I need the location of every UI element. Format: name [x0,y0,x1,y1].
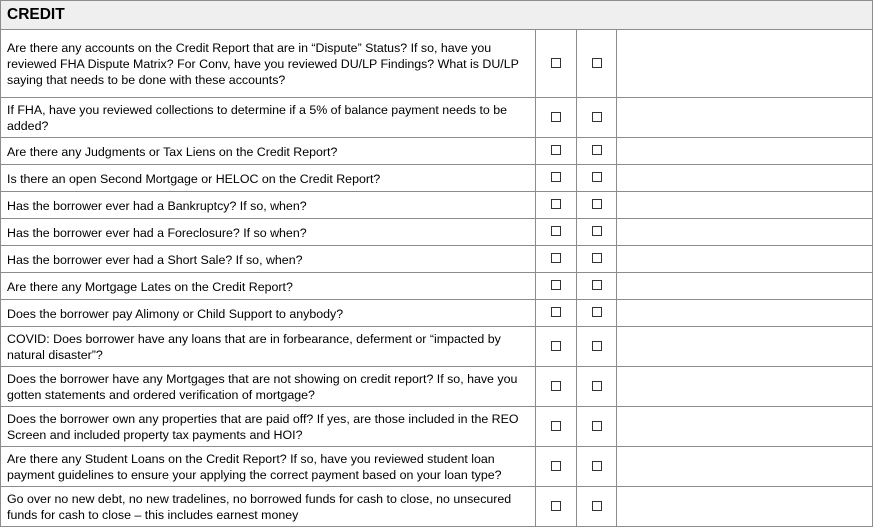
yes-checkbox[interactable] [551,226,561,236]
yes-checkbox[interactable] [551,381,561,391]
question-text: Has the borrower ever had a Short Sale? If so, when? [1,246,536,273]
yes-checkbox-cell [536,246,577,273]
yes-checkbox-cell [536,487,577,527]
no-checkbox-cell [577,30,617,98]
yes-checkbox-cell [536,192,577,219]
question-text: Has the borrower ever had a Foreclosure? If so when? [1,219,536,246]
notes-field[interactable] [617,30,873,98]
no-checkbox-cell [577,246,617,273]
yes-checkbox-cell [536,219,577,246]
question-row [1,246,873,273]
yes-checkbox[interactable] [551,421,561,431]
no-checkbox-cell [577,192,617,219]
yes-checkbox[interactable] [551,199,561,209]
yes-checkbox-cell [536,327,577,367]
section-header-row [1,1,873,30]
no-checkbox-cell [577,98,617,138]
yes-checkbox-cell [536,98,577,138]
question-text: Are there any accounts on the Credit Report that are in “Dispute” Status? If so, have you reviewed FHA Dispute Matrix? For Conv, have you reviewed DU/LP Findings? What is DU/LP saying that needs to be done with these accounts? [1,30,536,98]
notes-field[interactable] [617,192,873,219]
yes-checkbox[interactable] [551,172,561,182]
no-checkbox-cell [577,165,617,192]
yes-checkbox-cell [536,273,577,300]
no-checkbox-cell [577,367,617,407]
question-text: Does the borrower have any Mortgages that are not showing on credit report? If so, have you gotten statements and ordered verification of mortgage? [1,367,536,407]
question-row [1,165,873,192]
yes-checkbox[interactable] [551,58,561,68]
notes-field[interactable] [617,487,873,527]
question-row [1,273,873,300]
question-row [1,327,873,367]
no-checkbox-cell [577,447,617,487]
question-row [1,219,873,246]
question-row [1,300,873,327]
yes-checkbox[interactable] [551,341,561,351]
yes-checkbox-cell [536,407,577,447]
notes-field[interactable] [617,367,873,407]
notes-field[interactable] [617,273,873,300]
no-checkbox[interactable] [592,461,602,471]
notes-field[interactable] [617,138,873,165]
no-checkbox[interactable] [592,280,602,290]
yes-checkbox[interactable] [551,280,561,290]
no-checkbox-cell [577,273,617,300]
yes-checkbox-cell [536,30,577,98]
question-text: Are there any Mortgage Lates on the Credit Report? [1,273,536,300]
yes-checkbox[interactable] [551,501,561,511]
question-row [1,407,873,447]
question-row [1,30,873,98]
question-row [1,192,873,219]
notes-field[interactable] [617,165,873,192]
yes-checkbox-cell [536,367,577,407]
notes-field[interactable] [617,447,873,487]
notes-field[interactable] [617,98,873,138]
yes-checkbox-cell [536,138,577,165]
question-text: COVID: Does borrower have any loans that are in forbearance, deferment or “impacted by natural disaster”? [1,327,536,367]
no-checkbox[interactable] [592,381,602,391]
yes-checkbox[interactable] [551,145,561,155]
question-text: Has the borrower ever had a Bankruptcy? If so, when? [1,192,536,219]
notes-field[interactable] [617,300,873,327]
notes-field[interactable] [617,246,873,273]
question-row [1,487,873,527]
notes-field[interactable] [617,407,873,447]
no-checkbox-cell [577,138,617,165]
no-checkbox[interactable] [592,199,602,209]
question-text: Does the borrower own any properties that are paid off? If yes, are those included in the REO Screen and included property tax payments and HOI? [1,407,536,447]
no-checkbox[interactable] [592,253,602,263]
question-text: Are there any Judgments or Tax Liens on the Credit Report? [1,138,536,165]
no-checkbox-cell [577,327,617,367]
question-row [1,98,873,138]
yes-checkbox[interactable] [551,307,561,317]
notes-field[interactable] [617,327,873,367]
no-checkbox-cell [577,300,617,327]
question-text: Does the borrower pay Alimony or Child Support to anybody? [1,300,536,327]
no-checkbox[interactable] [592,172,602,182]
yes-checkbox[interactable] [551,461,561,471]
question-text: Are there any Student Loans on the Credit Report? If so, have you reviewed student loan payment guidelines to ensure your applying the correct payment based on your loan type? [1,447,536,487]
yes-checkbox[interactable] [551,112,561,122]
yes-checkbox[interactable] [551,253,561,263]
yes-checkbox-cell [536,300,577,327]
no-checkbox-cell [577,487,617,527]
yes-checkbox-cell [536,447,577,487]
no-checkbox[interactable] [592,226,602,236]
notes-field[interactable] [617,219,873,246]
section-title: CREDIT [1,1,873,30]
question-row [1,138,873,165]
no-checkbox[interactable] [592,58,602,68]
question-text: Go over no new debt, no new tradelines, no borrowed funds for cash to close, no unsecured funds for cash to close – this includes earnest money [1,487,536,527]
no-checkbox[interactable] [592,112,602,122]
no-checkbox[interactable] [592,501,602,511]
question-row [1,447,873,487]
no-checkbox-cell [577,407,617,447]
no-checkbox-cell [577,219,617,246]
question-row [1,367,873,407]
no-checkbox[interactable] [592,341,602,351]
question-text: Is there an open Second Mortgage or HELOC on the Credit Report? [1,165,536,192]
question-text: If FHA, have you reviewed collections to determine if a 5% of balance payment needs to be added? [1,98,536,138]
no-checkbox[interactable] [592,145,602,155]
no-checkbox[interactable] [592,307,602,317]
no-checkbox[interactable] [592,421,602,431]
yes-checkbox-cell [536,165,577,192]
